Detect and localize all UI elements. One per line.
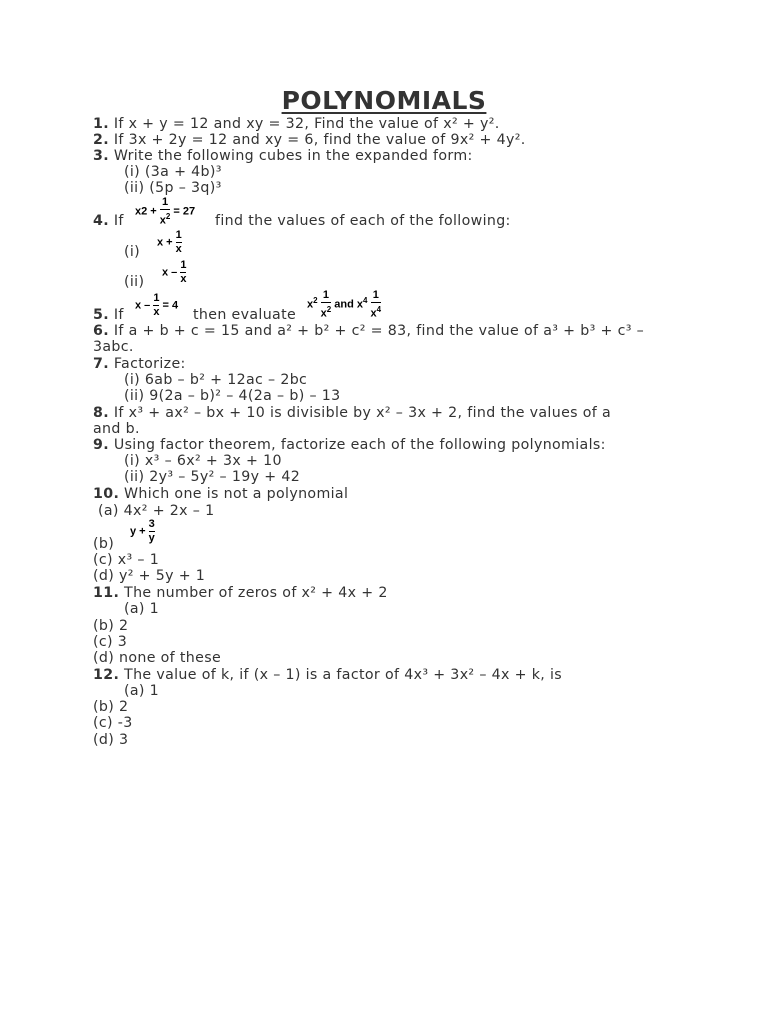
question-4-part-ii-expression <box>162 259 186 286</box>
question-number: 1. <box>93 116 109 132</box>
question-text: The number of zeros of x² + 4x + 2 <box>119 585 388 601</box>
question-if: If <box>108 307 124 323</box>
question-text: Factorize: <box>108 356 186 372</box>
question-number: 2. <box>93 132 109 148</box>
question-9 <box>93 437 606 453</box>
question-11-option-c: (c) 3 <box>93 634 128 650</box>
question-5-expressions <box>307 289 381 321</box>
question-3-part-ii: (ii) (5p – 3q)³ <box>124 180 222 196</box>
question-5-text: then evaluate <box>193 307 297 323</box>
fraction-denominator: x <box>175 243 182 255</box>
fraction-denominator: x <box>153 306 160 318</box>
expression-left: y + <box>130 525 149 538</box>
page-title: POLYNOMIALS <box>281 86 487 115</box>
question-7 <box>93 356 186 372</box>
question-11-option-a: (a) 1 <box>124 601 160 617</box>
question-text: If x + y = 12 and xy = 32, Find the value of x² + y². <box>108 116 500 132</box>
question-7-part-i: (i) 6ab – b² + 12ac – 2bc <box>124 372 308 388</box>
question-text: The value of k, if (x – 1) is a factor of 4x³ + 3x² – 4x + k, is <box>119 667 563 683</box>
question-6-continuation: 3abc. <box>93 339 134 355</box>
question-11 <box>93 585 388 601</box>
question-7-part-ii: (ii) 9(2a – b)² – 4(2a – b) – 13 <box>124 388 341 404</box>
question-12 <box>93 667 562 683</box>
question-6 <box>93 323 644 339</box>
question-9-part-ii: (ii) 2y³ – 5y² – 19y + 42 <box>124 469 301 485</box>
question-10-option-b-expression <box>130 518 155 545</box>
question-10-option-a: (a) 4x² + 2x – 1 <box>98 503 215 519</box>
denominator-base: x <box>159 214 166 227</box>
expression-base: x <box>356 298 364 311</box>
fraction-numerator: 1 <box>162 196 169 208</box>
fraction-denominator <box>321 303 332 321</box>
equation-left: x – <box>135 299 154 312</box>
question-11-option-d: (d) none of these <box>93 650 222 666</box>
denominator-base: x <box>370 307 377 320</box>
question-text: If a + b + c = 15 and a² + b² + c² = 83, find the value of a³ + b³ + c³ – <box>108 323 645 339</box>
question-12-option-d: (d) 3 <box>93 732 129 748</box>
fraction <box>180 259 186 286</box>
question-5-condition <box>135 292 178 319</box>
fraction-numerator: 1 <box>175 229 182 241</box>
denominator-base: x <box>320 307 327 320</box>
question-number: 9. <box>93 437 109 453</box>
question-if: If <box>108 213 124 229</box>
fraction-denominator <box>160 210 171 228</box>
question-4-part-i-expression <box>157 229 182 256</box>
fraction <box>149 518 155 545</box>
question-3-part-i: (i) (3a + 4b)³ <box>124 164 222 180</box>
expression-exponent: 4 <box>363 296 368 306</box>
question-2 <box>93 132 526 148</box>
question-text: If 3x + 2y = 12 and xy = 6, find the value of 9x² + 4y². <box>108 132 526 148</box>
fraction-numerator: 1 <box>322 289 329 301</box>
question-10-option-c: (c) x³ – 1 <box>93 552 160 568</box>
question-10-option-d: (d) y² + 5y + 1 <box>93 568 206 584</box>
question-number: 7. <box>93 356 109 372</box>
expression-left: x – <box>162 266 181 279</box>
fraction-numerator: 3 <box>148 518 155 530</box>
question-10 <box>93 486 348 502</box>
fraction <box>176 229 182 256</box>
fraction-numerator: 1 <box>153 292 160 304</box>
fraction-denominator: x <box>180 273 187 285</box>
fraction-denominator <box>371 303 382 321</box>
question-4-part-i-label: (i) <box>124 244 141 260</box>
question-3 <box>93 148 473 164</box>
question-number: 11. <box>93 585 120 601</box>
fraction-denominator: y <box>148 532 155 544</box>
question-11-option-b: (b) 2 <box>93 618 129 634</box>
question-number: 4. <box>93 213 109 229</box>
denominator-exponent: 4 <box>376 305 382 314</box>
question-12-option-c: (c) -3 <box>93 715 133 731</box>
fraction <box>371 289 382 321</box>
fraction-numerator: 1 <box>180 259 187 271</box>
question-4-condition <box>135 196 195 228</box>
fraction <box>160 196 171 228</box>
and-text: and <box>331 298 357 311</box>
question-10-option-b-label: (b) <box>93 536 115 552</box>
question-4-text: find the values of each of the following: <box>215 213 511 229</box>
question-number: 12. <box>93 667 120 683</box>
expression-exponent: 2 <box>313 296 318 306</box>
equation-right: = 4 <box>159 299 179 312</box>
fraction <box>321 289 332 321</box>
question-12-option-b: (b) 2 <box>93 699 129 715</box>
question-text: If x³ + ax² – bx + 10 is divisible by x² – 3x + 2, find the values of a <box>108 405 612 421</box>
expression-left: x + <box>157 236 176 249</box>
question-8-continuation: and b. <box>93 421 140 437</box>
question-4-part-ii-label: (ii) <box>124 274 145 290</box>
question-number: 8. <box>93 405 109 421</box>
question-1 <box>93 116 500 132</box>
question-text: Using factor theorem, factorize each of the following polynomials: <box>108 437 606 453</box>
fraction-numerator: 1 <box>372 289 379 301</box>
question-text: Write the following cubes in the expanded form: <box>108 148 473 164</box>
expression-base: x <box>307 298 314 311</box>
question-8 <box>93 405 611 421</box>
question-number: 5. <box>93 307 109 323</box>
question-number: 10. <box>93 486 120 502</box>
question-12-option-a: (a) 1 <box>124 683 160 699</box>
question-number: 6. <box>93 323 109 339</box>
denominator-exponent: 2 <box>165 212 171 221</box>
question-5 <box>93 307 124 323</box>
question-4 <box>93 213 124 229</box>
question-9-part-i: (i) x³ – 6x² + 3x + 10 <box>124 453 282 469</box>
equation-right: = 27 <box>170 205 196 218</box>
question-number: 3. <box>93 148 109 164</box>
equation-left: x2 + <box>135 205 160 218</box>
question-text: Which one is not a polynomial <box>119 486 349 502</box>
denominator-exponent: 2 <box>326 305 332 314</box>
